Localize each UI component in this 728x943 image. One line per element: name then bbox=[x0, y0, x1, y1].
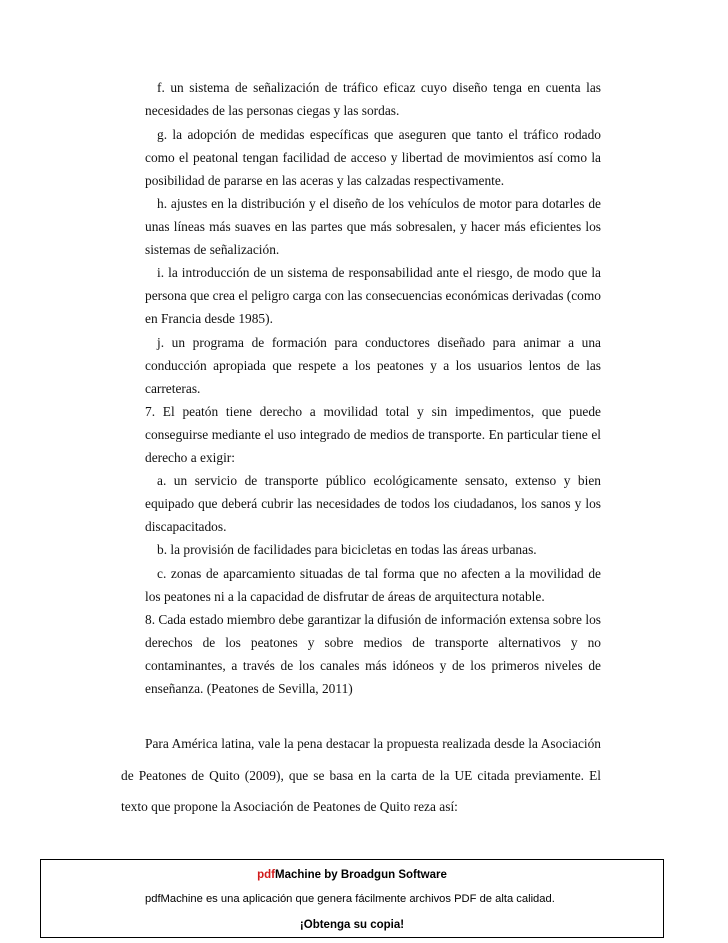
get-copy-link[interactable]: ¡Obtenga su copia! bbox=[299, 919, 405, 931]
list-item-i: i. la introducción de un sistema de responsabilidad ante el riesgo, de modo que la persona que crea el peligro carga con las consecuencias económicas derivadas (como en Francia desde 1985). bbox=[145, 265, 601, 327]
list-item-8: 8. Cada estado miembro debe garantizar la difusión de información extensa sobre los derechos de los peatones y sobre medios de transporte alternativos y no contaminantes, a través de los canales más idóneos y de los primeros niveles de enseñanza. (Peatones de Sevilla, 2011) bbox=[145, 612, 601, 697]
footer-brand: pdf bbox=[257, 869, 275, 881]
footer-cta[interactable] bbox=[41, 919, 663, 931]
body-paragraph: Para América latina, vale la pena destacar la propuesta realizada desde la Asociación de Peatones de Quito (2009), que se basa en la carta de la UE citada previamente. El texto que propone la Asociación de Peatones de Quito reza así: bbox=[121, 736, 601, 814]
list-item-j: j. un programa de formación para conductores diseñado para animar a una conducción apropiada que respete a los peatones y a los usuarios lentos de las carreteras. bbox=[145, 335, 601, 397]
pdfmachine-footer-box bbox=[40, 859, 664, 938]
list-item-c: c. zonas de aparcamiento situadas de tal forma que no afecten a la movilidad de los peatones ni a la capacidad de disfrutar de áreas de arquitectura notable. bbox=[145, 566, 601, 605]
list-item-h: h. ajustes en la distribución y el diseño de los vehículos de motor para dotarles de unas líneas más suaves en las partes que más sobresalen, y hacer más eficientes los sistemas de señalización. bbox=[145, 196, 601, 258]
footer-title bbox=[41, 869, 663, 881]
list-item-7: 7. El peatón tiene derecho a movilidad total y sin impedimentos, que puede conseguirse mediante el uso integrado de medios de transporte. En particular tiene el derecho a exigir: bbox=[145, 404, 601, 466]
list-item-a: a. un servicio de transporte público ecológicamente sensato, extenso y bien equipado que deberá cubrir las necesidades de todos los ciudadanos, los sanos y los discapacitados. bbox=[145, 473, 601, 535]
list-item-g: g. la adopción de medidas específicas que aseguren que tanto el tráfico rodado como el peatonal tengan facilidad de acceso y libertad de movimientos así como la posibilidad de pararse en las aceras y las calzadas respectivamente. bbox=[145, 127, 601, 189]
footer-title-rest: Machine by Broadgun Software bbox=[275, 869, 447, 881]
footer-description: pdfMachine es una aplicación que genera fácilmente archivos PDF de alta calidad. bbox=[145, 893, 555, 905]
list-item-f: f. un sistema de señalización de tráfico eficaz cuyo diseño tenga en cuenta las necesidades de las personas ciegas y las sordas. bbox=[145, 80, 601, 119]
list-item-b: b. la provisión de facilidades para bicicletas en todas las áreas urbanas. bbox=[157, 542, 537, 557]
